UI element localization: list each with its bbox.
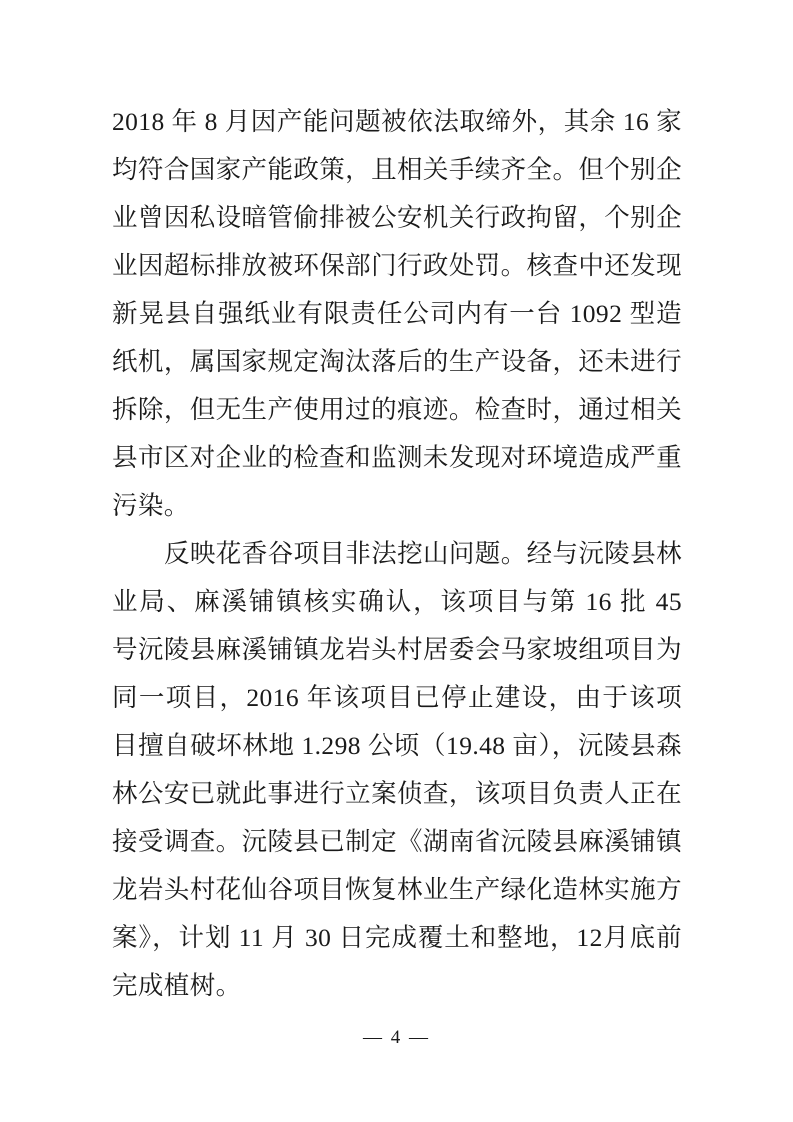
- document-body: [112, 98, 682, 1010]
- page-footer: [0, 1027, 793, 1049]
- page-number: — 4 —: [363, 1027, 430, 1048]
- paragraph-1: 2018 年 8 月因产能问题被依法取缔外，其余 16 家均符合国家产能政策，且相关手续齐全。但个别企业曾因私设暗管偷排被公安机关行政拘留，个别企业因超标排放被环保部门行政处罚。核查中还发现新晃县自强纸业有限责任公司内有一台 1092 型造纸机，属国家规定淘汰落后的生产设备，还未进行拆除，但无生产使用过的痕迹。检查时，通过相关县市区对企业的检查和监测未发现对环境造成严重污染。: [112, 107, 682, 520]
- paragraph-2: 反映花香谷项目非法挖山问题。经与沅陵县林业局、麻溪铺镇核实确认，该项目与第 16 批 45 号沅陵县麻溪铺镇龙岩头村居委会马家坡组项目为同一项目，2016 年该项目已停止建设，由于该项目擅自破坏林地 1.298 公顷（19.48 亩），沅陵县森林公安已就此事进行立案侦查，该项目负责人正在接受调查。沅陵县已制定《湖南省沅陵县麻溪铺镇龙岩头村花仙谷项目恢复林业生产绿化造林实施方案》，计划 11 月 30 日完成覆土和整地，12月底前完成植树。: [112, 539, 683, 1000]
